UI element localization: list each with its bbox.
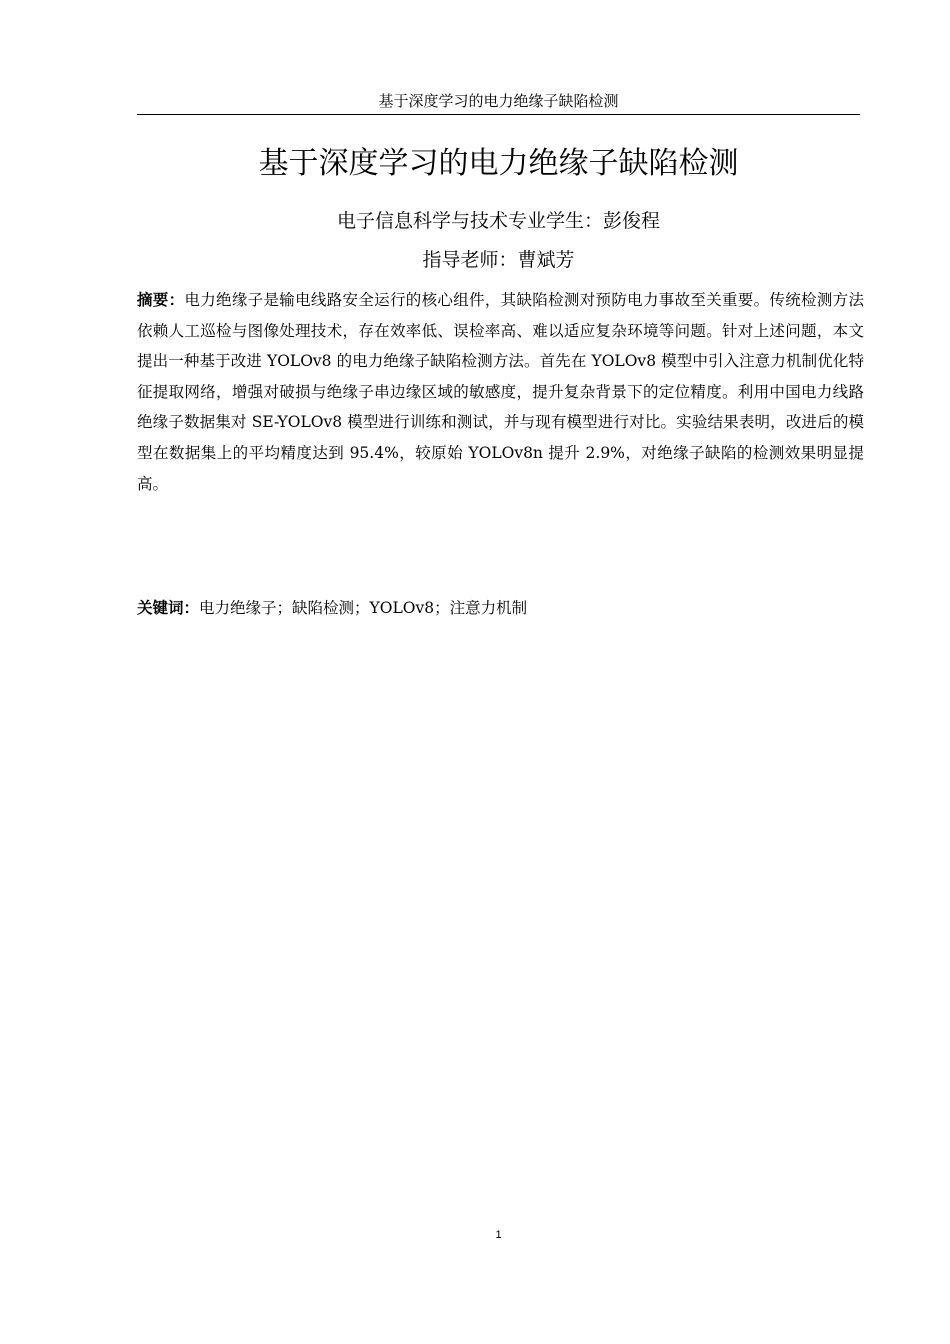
paper-title: 基于深度学习的电力绝缘子缺陷检测 [258,146,739,181]
keywords-text: 电力绝缘子；缺陷检测；YOLOv8；注意力机制 [199,599,528,617]
page-number: 1 [495,1229,502,1241]
abstract-label: 摘要： [137,290,185,309]
author-line: 电子信息科学与技术专业学生：彭俊程 [336,210,660,232]
keywords-label: 关键词： [137,598,200,617]
header-rule [137,114,860,115]
abstract [137,285,864,499]
keywords [137,593,864,623]
running-header: 基于深度学习的电力绝缘子缺陷检测 [378,94,619,110]
advisor-line: 指导老师：曹斌芳 [422,249,575,271]
abstract-text: 电力绝缘子是输电线路安全运行的核心组件，其缺陷检测对预防电力事故至关重要。传统检测方法依赖人工巡检与图像处理技术，存在效率低、误检率高、难以适应复杂环境等问题。针对上述问题，本文提出一种基于改进 YOLOv8 的电力绝缘子缺陷检测方法。首先在 YOLOv8 模型中引入注意力机制优化特征提取网络，增强对破损与绝缘子串边缘区域的敏感度，提升复杂背景下的定位精度。利用中国电力线路绝缘子数据集对 SE-YOLOv8 模型进行训练和测试，并与现有模型进行对比。实验结果表明，改进后的模型在数据集上的平均精度达到 95.4%，较原始 YOLOv8n 提升 2.9%，对绝缘子缺陷的检测效果明显提高。 [137,291,864,493]
